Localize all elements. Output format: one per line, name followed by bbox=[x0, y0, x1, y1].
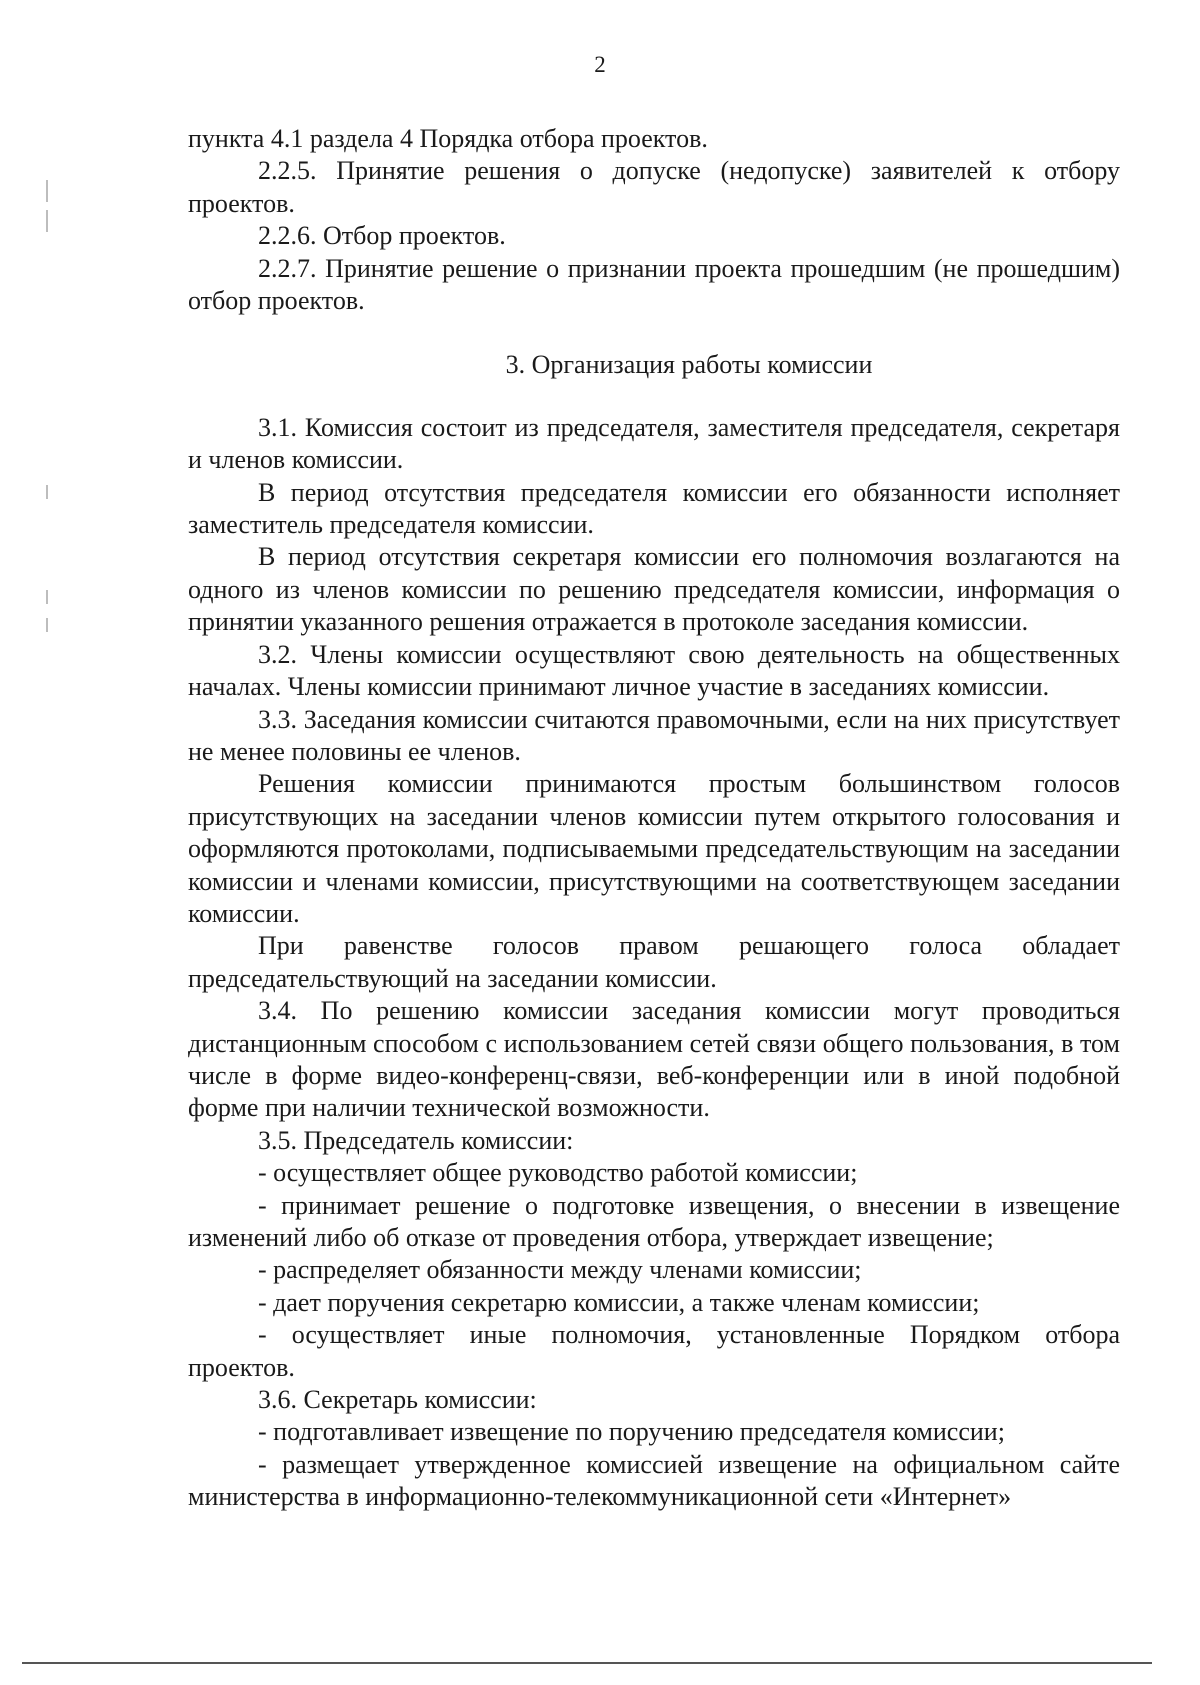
list-item: - осуществляет общее руководство работой комиссии; bbox=[258, 1158, 858, 1188]
paragraph: 3.3. Заседания комиссии считаются правомочными, если на них присутствует не менее половины ее членов. bbox=[188, 704, 1120, 766]
paragraph: 3.1. Комиссия состоит из председателя, заместителя председателя, секретаря и членов комиссии. bbox=[188, 412, 1120, 475]
margin-mark bbox=[46, 618, 48, 632]
paragraph: 3.2. Члены комиссии осуществляют свою деятельность на общественных началах. Члены комиссии принимают личное участие в заседаниях комиссии. bbox=[188, 639, 1120, 702]
paragraph: 2.2.7. Принятие решение о признании проекта прошедшим (не прошедшим) отбор проектов. bbox=[188, 253, 1120, 316]
footer-rule bbox=[22, 1662, 1152, 1664]
paragraph: 2.2.5. Принятие решения о допуске (недопуске) заявителей к отбору проектов. bbox=[188, 156, 1120, 218]
list-item: - размещает утвержденное комиссией извещение на официальном сайте министерства в информационно-телекоммуникационной сети «Интернет» bbox=[188, 1449, 1120, 1512]
page-number: 2 bbox=[594, 52, 606, 77]
list-item: - принимает решение о подготовке извещения, о внесении в извещение изменений либо об отказе от проведения отбора, утверждает извещение; bbox=[188, 1190, 1120, 1252]
margin-mark bbox=[46, 180, 48, 202]
list-item: - распределяет обязанности между членами комиссии; bbox=[258, 1255, 862, 1285]
list-item: - осуществляет иные полномочия, установленные Порядком отбора проектов. bbox=[188, 1320, 1120, 1382]
paragraph: В период отсутствия секретаря комиссии его полномочия возлагаются на одного из членов комиссии по решению председателя комиссии, информация о принятии указанного решения отражается в протоколе заседания комиссии. bbox=[188, 542, 1120, 637]
margin-mark bbox=[46, 210, 48, 232]
paragraph: 3.5. Председатель комиссии: bbox=[258, 1125, 574, 1155]
paragraph: пункта 4.1 раздела 4 Порядка отбора проектов. bbox=[188, 124, 708, 153]
paragraph: 2.2.6. Отбор проектов. bbox=[258, 221, 506, 251]
paragraph: 3.6. Секретарь комиссии: bbox=[258, 1385, 537, 1415]
paragraph: В период отсутствия председателя комиссии его обязанности исполняет заместитель председателя комиссии. bbox=[188, 477, 1120, 540]
list-item: - дает поручения секретарю комиссии, а также членам комиссии; bbox=[258, 1287, 980, 1317]
section-heading: 3. Организация работы комиссии bbox=[505, 350, 873, 380]
paragraph: При равенстве голосов правом решающего голоса обладает председательствующий на заседании комиссии. bbox=[188, 931, 1120, 993]
margin-mark bbox=[46, 485, 48, 499]
paragraph: 3.4. По решению комиссии заседания комиссии могут проводиться дистанционным способом с использованием сетей связи общего пользования, в том числе в форме видео-конференц-связи, веб-конференции или в иной подобной форме при наличии технической возможности. bbox=[188, 996, 1120, 1123]
document-body bbox=[188, 123, 1120, 1514]
paragraph: Решения комиссии принимаются простым большинством голосов присутствующих на заседании членов комиссии путем открытого голосования и оформляются протоколами, подписываемыми председательствующим на заседании комиссии и членами комиссии, присутствующими на соответствующем заседании комиссии. bbox=[188, 769, 1120, 928]
margin-mark bbox=[46, 590, 48, 604]
list-item: - подготавливает извещение по поручению председателя комиссии; bbox=[258, 1417, 1005, 1447]
